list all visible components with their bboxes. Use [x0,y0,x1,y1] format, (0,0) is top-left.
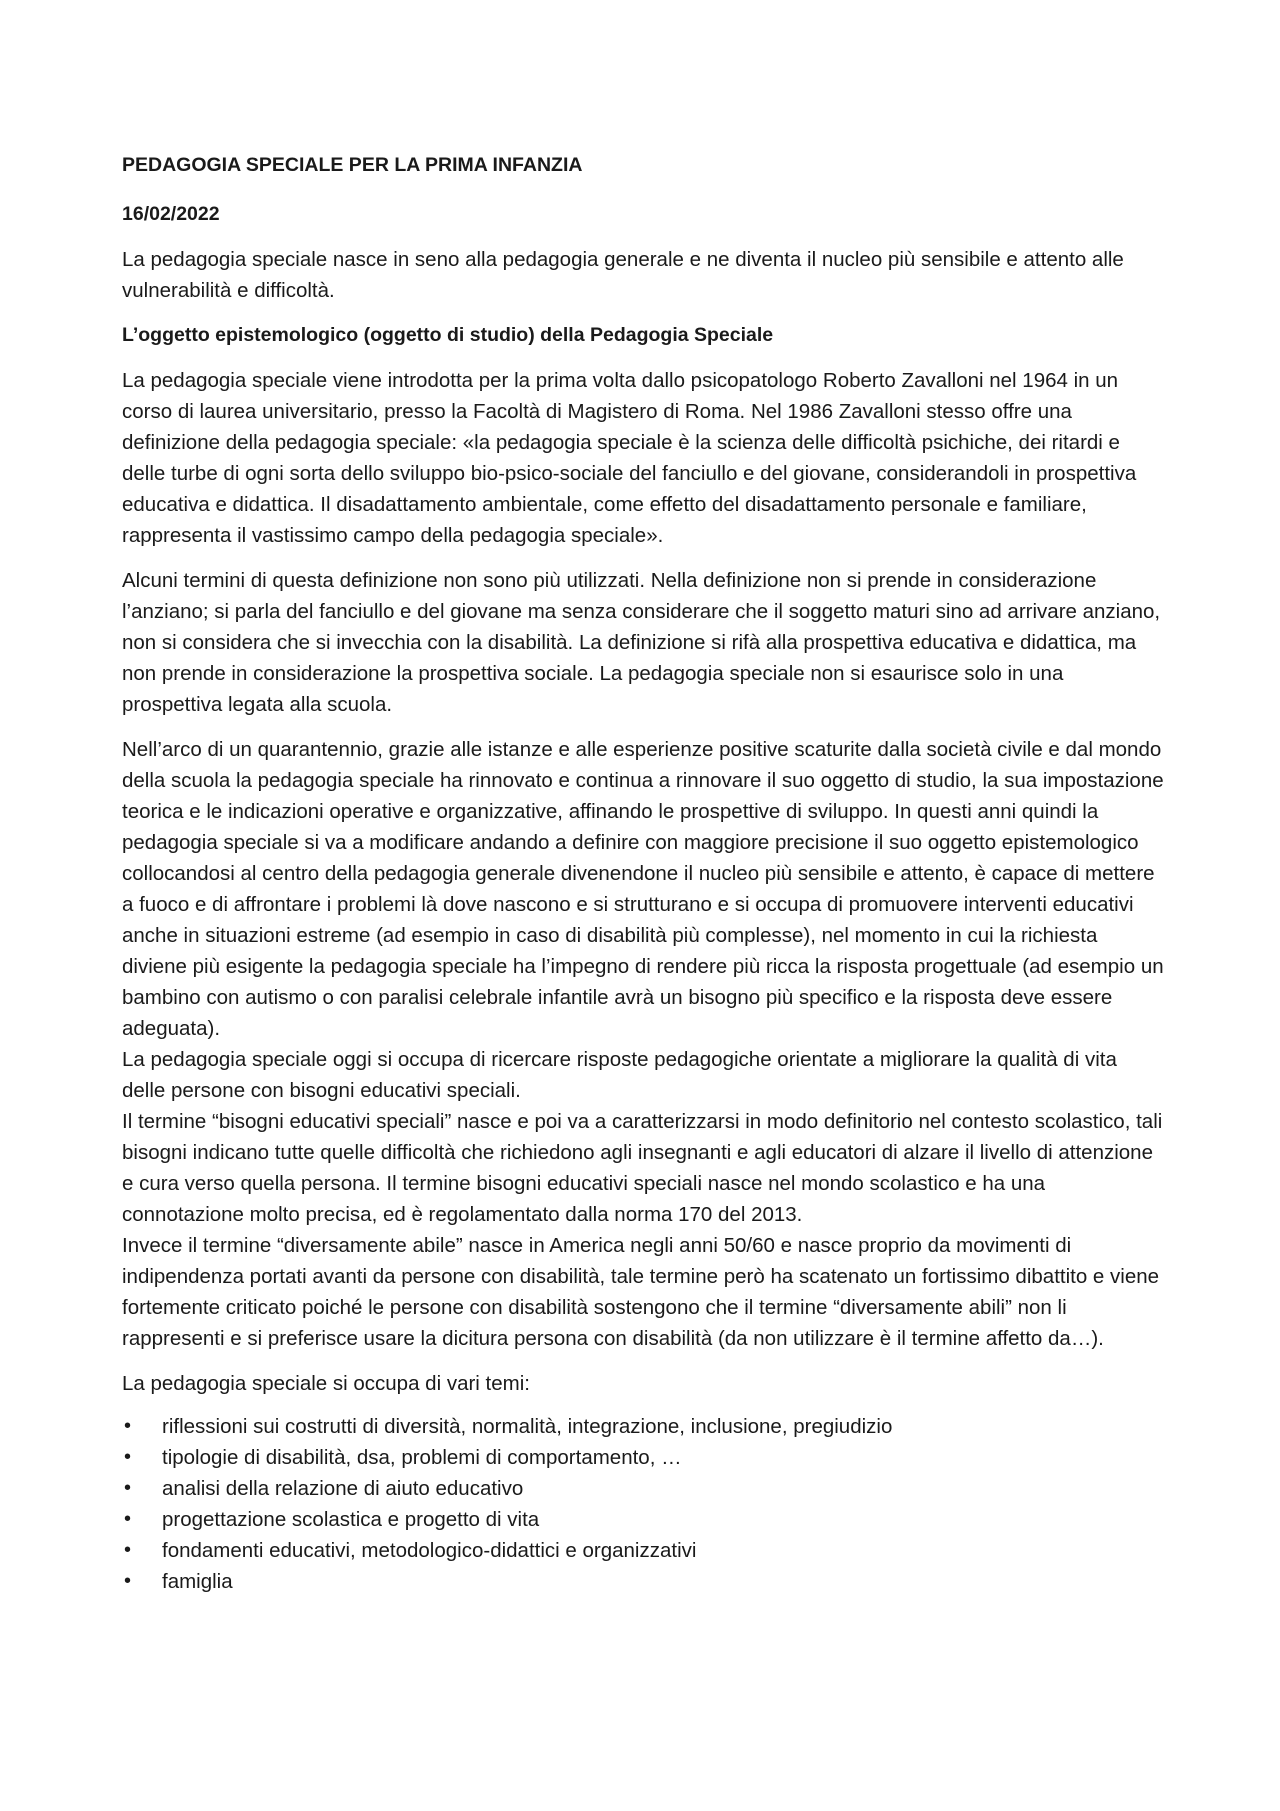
topics-list [122,1411,1165,1597]
document-date: 16/02/2022 [122,203,220,225]
bullet-icon: • [124,1415,132,1437]
paragraph-zavalloni: La pedagogia speciale viene introdotta per la prima volta dallo psicopatologo Roberto Zavalloni nel 1964 in un corso di laurea universitario, presso la Facoltà di Magistero di Roma. Nel 1986 Zavalloni stesso offre una definizione della pedagogia speciale: «la pedagogia speciale è la scienza delle difficoltà psichiche, dei ritardi e delle turbe di ogni sorta dello sviluppo bio-psico-sociale del fanciullo e del giovane, considerandoli in prospettiva educativa e didattica. Il disadattamento ambientale, come effetto del disadattamento personale e familiare, rappresenta il vastissimo campo della pedagogia speciale». [122,369,1137,547]
list-item [122,1566,1165,1597]
bullet-icon: • [124,1446,132,1468]
list-item-text: progettazione scolastica e progetto di vita [162,1508,540,1531]
list-item [122,1504,1165,1535]
list-item-text: analisi della relazione di aiuto educativo [162,1477,524,1500]
paragraph-evolution: Nell’arco di un quarantennio, grazie alle istanze e alle esperienze positive scaturite dalla società civile e dal mondo della scuola la pedagogia speciale ha rinnovato e continua a rinnovare il suo oggetto di studio, la sua impostazione teorica e le indicazioni operative e organizzative, affinando le prospettive di sviluppo. In questi anni quindi la pedagogia speciale si va a modificare andando a definire con maggiore precisione il suo oggetto epistemologico collocandosi al centro della pedagogia generale divenendone il nucleo più sensibile e attento, è capace di mettere a fuoco e di affrontare i problemi là dove nascono e si strutturano e si occupa di promuovere interventi educativi anche in situazioni estreme (ad esempio in caso di disabilità più complesse), nel momento in cui la richiesta diviene più esigente la pedagogia speciale ha l’impegno di rendere più ricca la risposta progettuale (ad esempio un bambino con autismo o con paralisi celebrale infantile avrà un bisogno più specifico e la risposta deve essere adeguata). [122,738,1164,1040]
paragraph-definition-critique: Alcuni termini di questa definizione non sono più utilizzati. Nella definizione non si prende in considerazione l’anziano; si parla del fanciullo e del giovane ma senza considerare che il soggetto maturi sino ad arrivare anziano, non si considera che si invecchia con la disabilità. La definizione si rifà alla prospettiva educativa e didattica, ma non prende in considerazione la prospettiva sociale. La pedagogia speciale non si esaurisce solo in una prospettiva legata alla scuola. [122,569,1161,716]
list-item-text: fondamenti educativi, metodologico-didattici e organizzativi [162,1539,697,1562]
list-item [122,1442,1165,1473]
intro-paragraph: La pedagogia speciale nasce in seno alla pedagogia generale e ne diventa il nucleo più sensibile e attento alle vulnerabilità e difficoltà. [122,248,1124,302]
paragraph-quality-of-life: La pedagogia speciale oggi si occupa di ricercare risposte pedagogiche orientate a migliorare la qualità di vita delle persone con bisogni educativi speciali. [122,1048,1117,1102]
list-item-text: famiglia [162,1570,233,1593]
list-item [122,1473,1165,1504]
paragraph-topics-intro: La pedagogia speciale si occupa di vari temi: [122,1372,530,1395]
bullet-icon: • [124,1570,132,1592]
list-item [122,1411,1165,1442]
list-item [122,1535,1165,1566]
list-item-text: tipologie di disabilità, dsa, problemi di comportamento, … [162,1446,682,1469]
bullet-icon: • [124,1477,132,1499]
list-item-text: riflessioni sui costrutti di diversità, normalità, integrazione, inclusione, pregiudizio [162,1415,893,1438]
bullet-icon: • [124,1508,132,1530]
document-title: PEDAGOGIA SPECIALE PER LA PRIMA INFANZIA [122,154,583,176]
section-heading: L’oggetto epistemologico (oggetto di studio) della Pedagogia Speciale [122,324,774,346]
paragraph-diversamente-abile: Invece il termine “diversamente abile” nasce in America negli anni 50/60 e nasce proprio da movimenti di indipendenza portati avanti da persone con disabilità, tale termine però ha scatenato un fortissimo dibattito e viene fortemente criticato poiché le persone con disabilità sostengono che il termine “diversamente abili” non li rappresenti e si preferisce usare la dicitura persona con disabilità (da non utilizzare è il termine affetto da…). [122,1234,1160,1350]
paragraph-bes: Il termine “bisogni educativi speciali” nasce e poi va a caratterizzarsi in modo definitorio nel contesto scolastico, tali bisogni indicano tutte quelle difficoltà che richiedono agli insegnanti e agli educatori di alzare il livello di attenzione e cura verso quella persona. Il termine bisogni educativi speciali nasce nel mondo scolastico e ha una connotazione molto precisa, ed è regolamentato dalla norma 170 del 2013. [122,1110,1163,1226]
bullet-icon: • [124,1539,132,1561]
